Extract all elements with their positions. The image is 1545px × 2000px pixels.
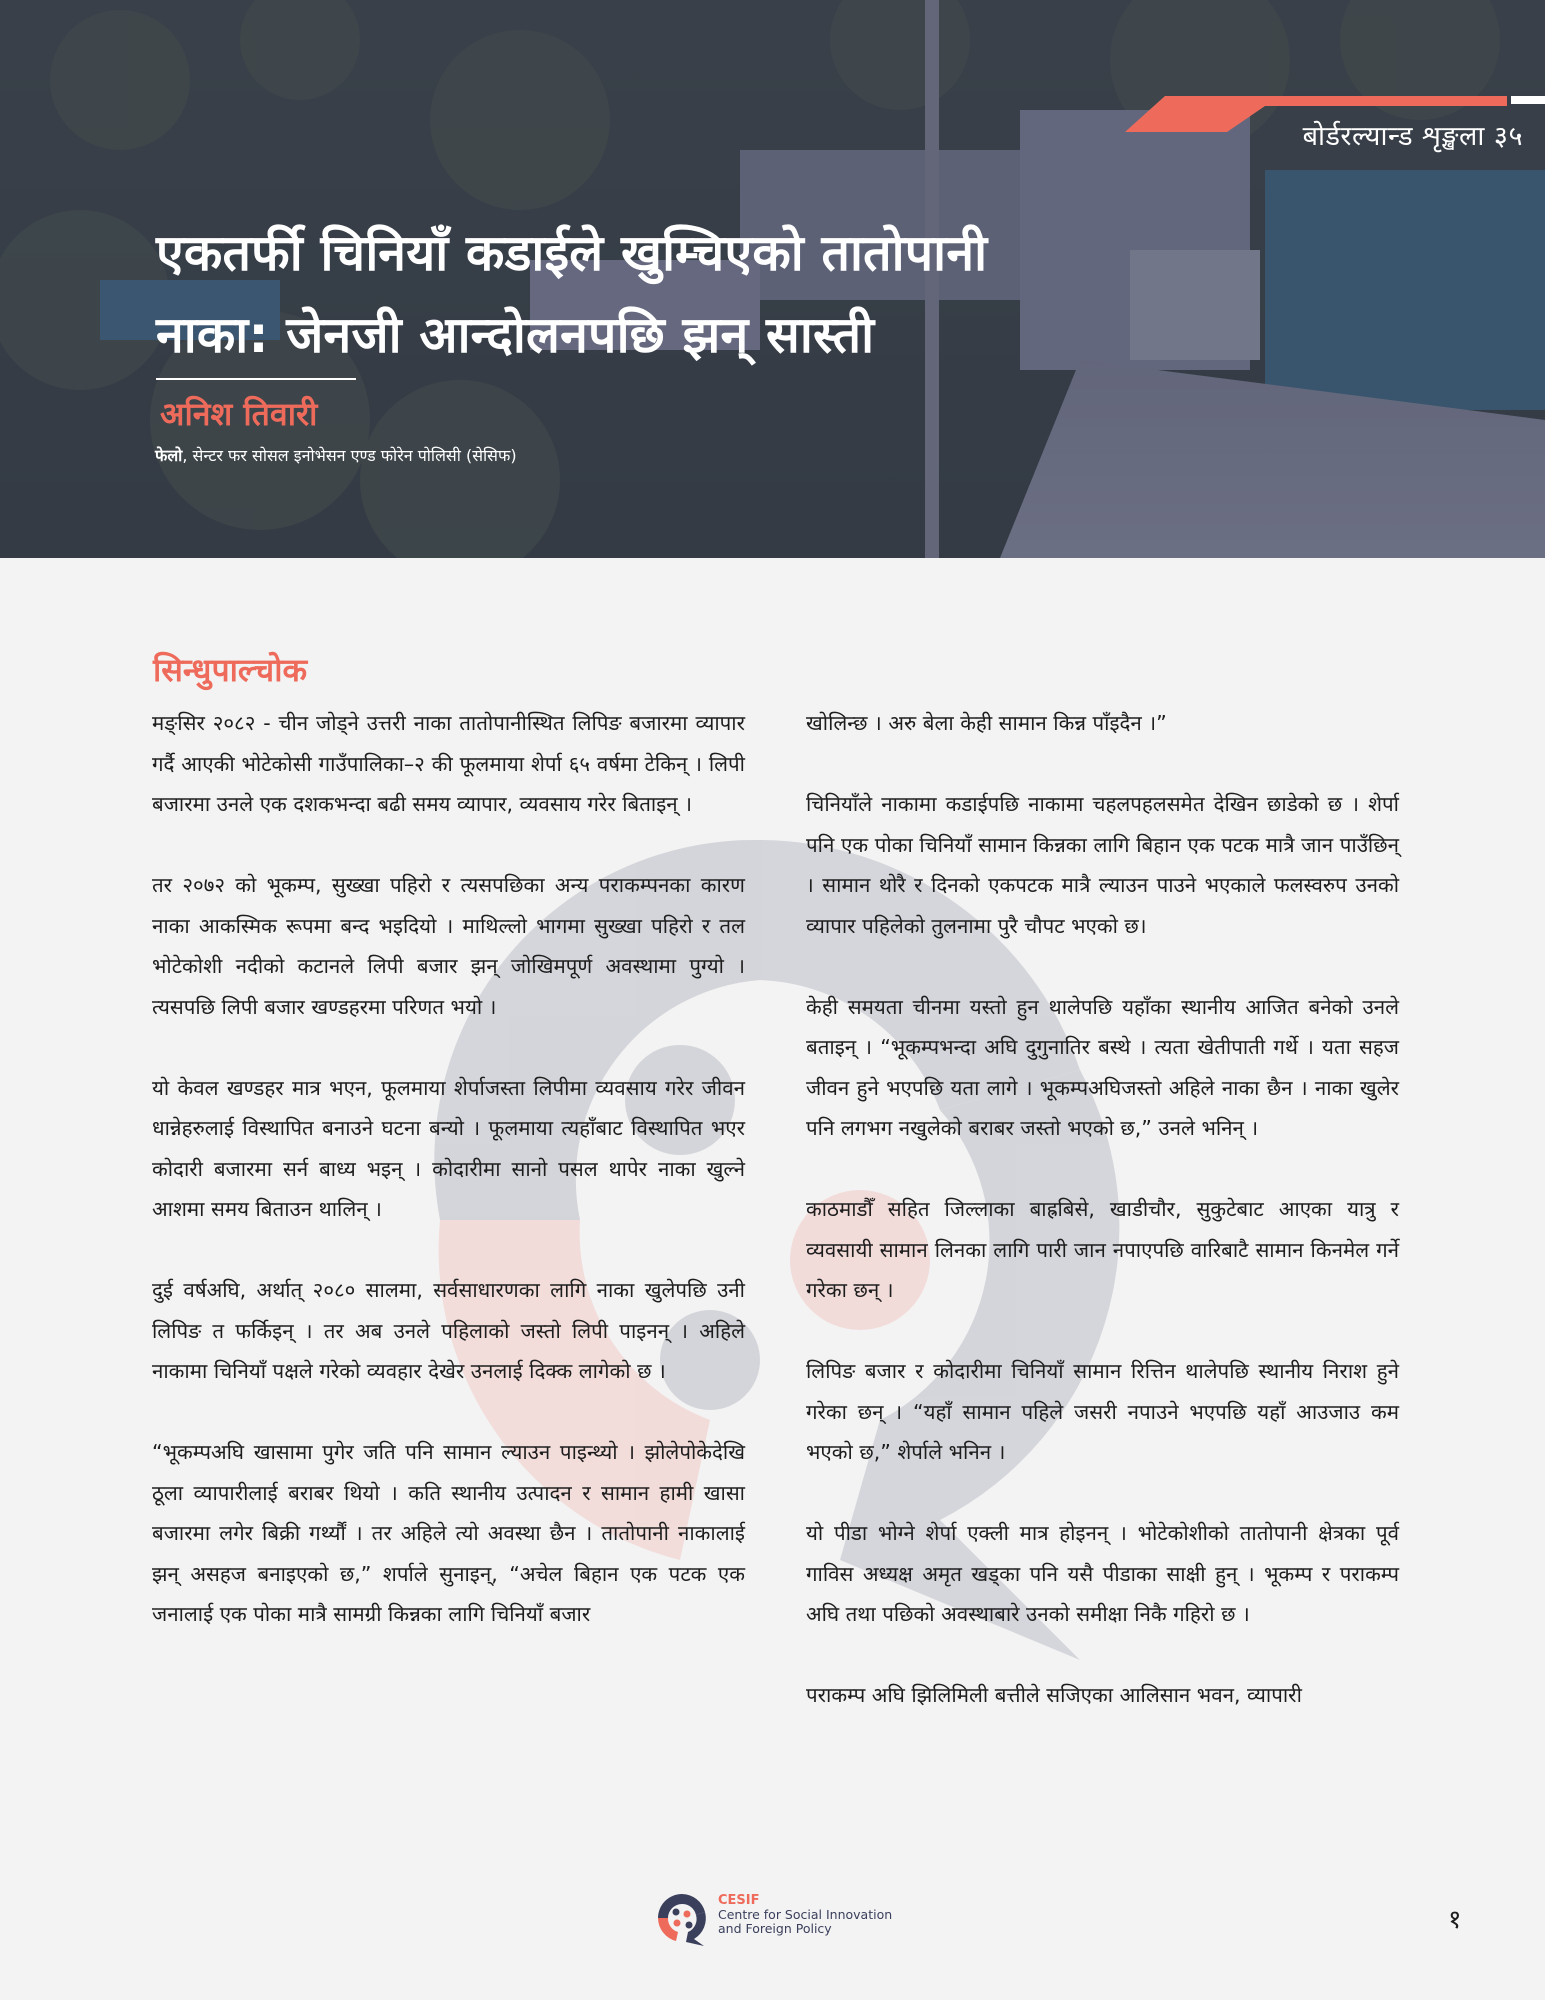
- cesif-logo-icon: [652, 1888, 712, 1948]
- article-title: [156, 212, 1276, 376]
- title-line: एकतर्फी चिनियाँ कडाईले खुम्चिएको तातोपानी: [156, 224, 988, 282]
- article-paragraph: मङ्सिर २०८२ - चीन जोड्ने उत्तरी नाका तातोपानीस्थित लिपिङ बजारमा व्यापार गर्दै आएकी भोटेकोसी गाउँपालिका–२ की फूलमाया शेर्पा ६५ वर्षमा टेकिन् । लिपी बजारमा उनले एक दशकभन्दा बढी समय व्यापार, व्यवसाय गरेर बिताइन् ।: [152, 711, 745, 816]
- author-name: अनिश तिवारी: [160, 395, 318, 433]
- article-paragraph: केही समयता चीनमा यस्तो हुन थालेपछि यहाँका स्थानीय आजित बनेको उनले बताइन् । “भूकम्पभन्दा अघि दुगुनातिर बस्थे । त्यता खेतीपाती गर्थे । यता सहज जीवन हुने भएपछि यता लागे । भूकम्पअघिजस्तो अहिले नाका छैन । नाका खुलेर पनि लगभग नखुलेको बराबर जस्तो भएको छ,” उनले भनिन् ।: [806, 994, 1399, 1140]
- cesif-footer-logo: [652, 1888, 912, 1948]
- title-divider: [156, 378, 356, 380]
- article-paragraph: दुई वर्षअघि, अर्थात् २०८० सालमा, सर्वसाधारणका लागि नाका खुलेपछि उनी लिपिङ त फर्किइन् । तर अब उनले पहिलाको जस्तो लिपी पाइनन् । अहिले नाकामा चिनियाँ पक्षले गरेको व्यवहार देखेर उनलाई दिक्क लागेको छ ।: [152, 1278, 745, 1383]
- article-column-right: [806, 703, 1399, 1716]
- article-paragraph: यो पीडा भोग्ने शेर्पा एक्ली मात्र होइनन् । भोटेकोशीको तातोपानी क्षेत्रका पूर्व गाविस अध्यक्ष अमृत खड्का पनि यसै पीडाका साक्षी हुन् । भूकम्प र पराकम्प अघि तथा पछिको अवस्थाबारे उनको समीक्षा निकै गहिरो छ ।: [806, 1521, 1399, 1626]
- logo-text: [718, 1894, 908, 1936]
- page-number: १: [1448, 1905, 1462, 1935]
- article-paragraph: चिनियाँले नाकामा कडाईपछि नाकामा चहलपहलसमेत देखिन छाडेको छ । शेर्पा पनि एक पोका चिनियाँ सामान किन्नका लागि बिहान एक पटक मात्रै जान पाउँछिन् । सामान थोरै र दिनको एकपटक मात्रै ल्याउन पाउने भएकाले फलस्वरुप उनको व्यापार पहिलेको तुलनामा पुरै चौपट भएको छ।: [806, 792, 1399, 938]
- logo-organization-name: Centre for Social Innovation and Foreign Policy: [718, 1907, 893, 1936]
- article-paragraph: लिपिङ बजार र कोदारीमा चिनियाँ सामान रित्तिन थालेपछि स्थानीय निराश हुने गरेका छन् । “यहाँ सामान पहिले जसरी नपाउने भएपछि यहाँ आउजाउ कम भएको छ,” शेर्पाले भनिन ।: [806, 1359, 1399, 1464]
- article-paragraph: तर २०७२ को भूकम्प, सुख्खा पहिरो र त्यसपछिका अन्य पराकम्पनका कारण नाका आकस्मिक रूपमा बन्द भइदियो । माथिल्लो भागमा सुख्खा पहिरो र तल भोटेकोशी नदीको कटानले लिपी बजार झन् जोखिमपूर्ण अवस्थामा पुग्यो । त्यसपछि लिपी बजार खण्डहरमा परिणत भयो ।: [152, 873, 745, 1019]
- article-paragraph: “भूकम्पअघि खासामा पुगेर जति पनि सामान ल्याउन पाइन्थ्यो । झोलेपोकेदेखि ठूला व्यापारीलाई बराबर थियो । कति स्थानीय उत्पादन र सामान हामी खासा बजारमा लगेर बिक्री गर्थ्यौं । तर अहिले त्यो अवस्था छैन । तातोपानी नाकालाई झन् असहज बनाइएको छ,” शर्पाले सुनाइन्, “अचेल बिहान एक पटक एक जनालाई एक पोका मात्रै सामग्री किन्नका लागि चिनियाँ बजार: [152, 1440, 745, 1626]
- article-column-left: [152, 703, 745, 1635]
- logo-acronym: CESIF: [718, 1893, 760, 1908]
- article-paragraph: पराकम्प अघि झिलिमिली बत्तीले सजिएका आलिसान भवन, व्यापारी: [806, 1683, 1302, 1707]
- article-paragraph: काठमाडौँ सहित जिल्लाका बाह्रबिसे, खाडीचौर, सुकुटेबाट आएका यात्रु र व्यवसायी सामान लिनका लागि पारी जान नपाएपछि वारिबाटै सामान किनमेल गर्ने गरेका छन् ।: [806, 1197, 1399, 1302]
- section-heading: सिन्धुपाल्चोक: [153, 651, 308, 689]
- author-affiliation: [155, 444, 517, 466]
- header-banner: [0, 0, 1545, 558]
- title-line: नाका: जेनजी आन्दोलनपछि झन् सास्ती: [156, 306, 875, 364]
- article-paragraph: यो केवल खण्डहर मात्र भएन, फूलमाया शेर्पाजस्ता लिपीमा व्यवसाय गरेर जीवन धान्नेहरुलाई विस्थापित बनाउने घटना बन्यो । फूलमाया त्यहाँबाट विस्थापित भएर कोदारी बजारमा सर्न बाध्य भइन् । कोदारीमा सानो पसल थापेर नाका खुल्ने आशमा समय बिताउन थालिन् ।: [152, 1075, 745, 1221]
- affiliation-organization: , सेन्टर फर सोसल इनोभेसन एण्ड फोरेन पोलिसी (सेसिफ): [182, 446, 517, 465]
- series-label: बोर्डरल्यान्ड शृङ्खला ३५: [1302, 121, 1523, 152]
- affiliation-role: फेलो: [155, 446, 183, 465]
- article-paragraph: खोलिन्छ । अरु बेला केही सामान किन्न पाँइदैन ।”: [806, 711, 1167, 735]
